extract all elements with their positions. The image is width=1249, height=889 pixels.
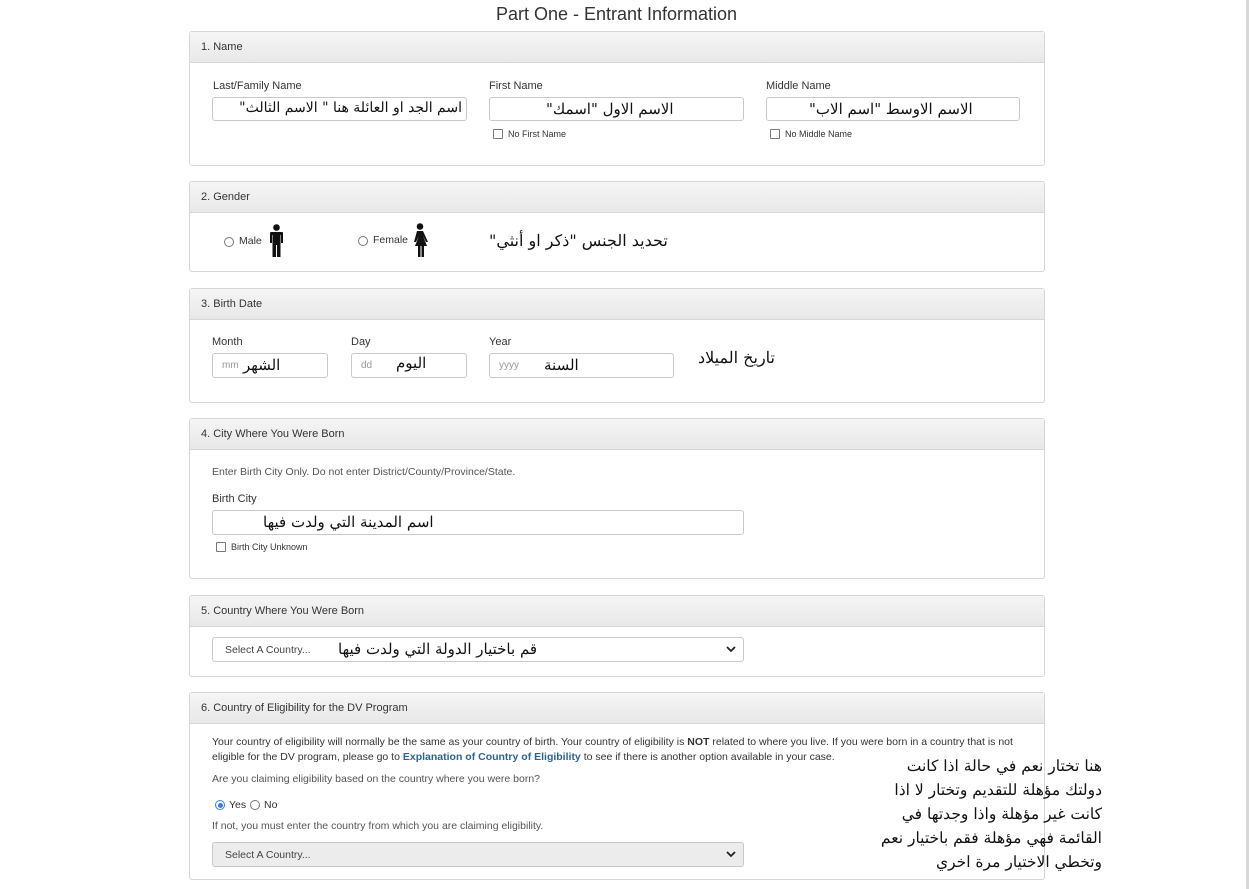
birth-city-panel-title: 4. City Where You Were Born xyxy=(190,419,1044,450)
day-label: Day xyxy=(351,336,371,348)
male-figure-icon xyxy=(268,224,285,258)
chevron-down-icon xyxy=(725,848,737,860)
eligibility-yes-radio[interactable] xyxy=(215,800,225,810)
month-annotation: الشهر xyxy=(243,356,281,374)
male-label: Male xyxy=(239,235,262,247)
birth-country-select-value: Select A Country... xyxy=(225,644,311,656)
birth-country-select[interactable] xyxy=(212,637,744,662)
no-middle-name-checkbox[interactable] xyxy=(770,129,780,139)
year-label: Year xyxy=(489,336,512,348)
birth-city-input[interactable] xyxy=(212,510,744,535)
birth-date-panel xyxy=(189,288,1045,403)
eligibility-no-label: No xyxy=(264,799,278,811)
month-placeholder: mm xyxy=(222,360,239,371)
name-panel-title: 1. Name xyxy=(190,32,1044,63)
no-first-name-checkbox[interactable] xyxy=(493,129,503,139)
first-name-value: الاسم الاول "اسمك" xyxy=(546,100,674,118)
birth-city-value: اسم المدينة التي ولدت فيها xyxy=(263,513,434,531)
year-input[interactable] xyxy=(489,353,674,378)
female-label: Female xyxy=(373,234,409,246)
female-figure-icon xyxy=(411,223,429,257)
eligibility-no-radio[interactable] xyxy=(250,800,260,810)
day-placeholder: dd xyxy=(361,360,373,371)
eligibility-if-not-hint: If not, you must enter the country from which you are claiming eligibility. xyxy=(212,820,544,832)
last-name-value: اسم الجد او العائلة هنا " الاسم الثالث" xyxy=(239,100,462,116)
year-annotation: السنة xyxy=(544,356,579,374)
last-name-label: Last/Family Name xyxy=(213,80,302,92)
eligibility-explanation-link[interactable]: Explanation of Country of Eligibility xyxy=(402,751,581,763)
middle-name-input[interactable] xyxy=(766,97,1020,121)
birth-country-panel xyxy=(189,595,1045,677)
day-annotation: اليوم xyxy=(396,354,427,372)
eligibility-country-select-value: Select A Country... xyxy=(225,849,311,861)
page-title: Part One - Entrant Information xyxy=(495,4,738,24)
birth-date-panel-title: 3. Birth Date xyxy=(190,289,1044,320)
year-placeholder: yyyy xyxy=(499,360,519,371)
female-radio[interactable] xyxy=(358,236,368,246)
birth-country-annotation: قم باختيار الدولة التي ولدت فيها xyxy=(338,640,538,658)
birth-country-panel-title: 5. Country Where You Were Born xyxy=(190,596,1044,627)
month-label: Month xyxy=(212,336,243,348)
eligibility-yes-label: Yes xyxy=(229,799,247,811)
middle-name-label: Middle Name xyxy=(766,80,831,92)
gender-annotation: تحديد الجنس "ذكر او أنثي" xyxy=(489,231,668,250)
birth-city-label: Birth City xyxy=(212,493,257,505)
eligibility-text-part-1: Your country of eligibility will normally be the same as your country of birth. Your country of eligibility is xyxy=(212,736,688,748)
gender-panel xyxy=(189,181,1045,272)
birth-city-hint: Enter Birth City Only. Do not enter District/County/Province/State. xyxy=(212,466,516,478)
month-input[interactable] xyxy=(212,353,328,378)
eligibility-panel-title: 6. Country of Eligibility for the DV Program xyxy=(190,693,1044,724)
birth-city-unknown-label: Birth City Unknown xyxy=(231,542,308,552)
first-name-input[interactable] xyxy=(489,97,744,121)
first-name-label: First Name xyxy=(489,80,543,92)
birth-city-unknown-checkbox[interactable] xyxy=(216,542,226,552)
chevron-down-icon xyxy=(725,643,737,655)
middle-name-value: الاسم الاوسط "اسم الاب" xyxy=(809,100,973,118)
gender-panel-title: 2. Gender xyxy=(190,182,1044,213)
birth-date-annotation: تاريخ الميلاد xyxy=(698,348,775,367)
eligibility-text-part-3: to see if there is another option available in your case. xyxy=(580,751,835,763)
no-middle-name-label: No Middle Name xyxy=(785,129,853,139)
eligibility-annotation-note: هنا تختار نعم في حالة اذا كانت دولتك مؤهلة للتقديم وتختار لا اذا كانت غير مؤهلة واذا وجدتها في القائمة فهي مؤهلة فقم باختيار نعم وتخطي الاختيار مرة اخري xyxy=(880,757,1102,871)
eligibility-question: Are you claiming eligibility based on the country where you were born? xyxy=(212,773,541,785)
male-radio[interactable] xyxy=(224,237,234,247)
no-first-name-label: No First Name xyxy=(508,129,567,139)
birth-city-panel xyxy=(189,418,1045,579)
eligibility-text-not: NOT xyxy=(687,736,710,748)
last-name-input[interactable] xyxy=(212,97,467,121)
eligibility-text-part-2: related to where you live. If you were born in a country that is not eligible for the DV program, please go to xyxy=(212,736,1013,763)
eligibility-country-select[interactable] xyxy=(212,842,744,867)
day-input[interactable] xyxy=(351,353,467,378)
